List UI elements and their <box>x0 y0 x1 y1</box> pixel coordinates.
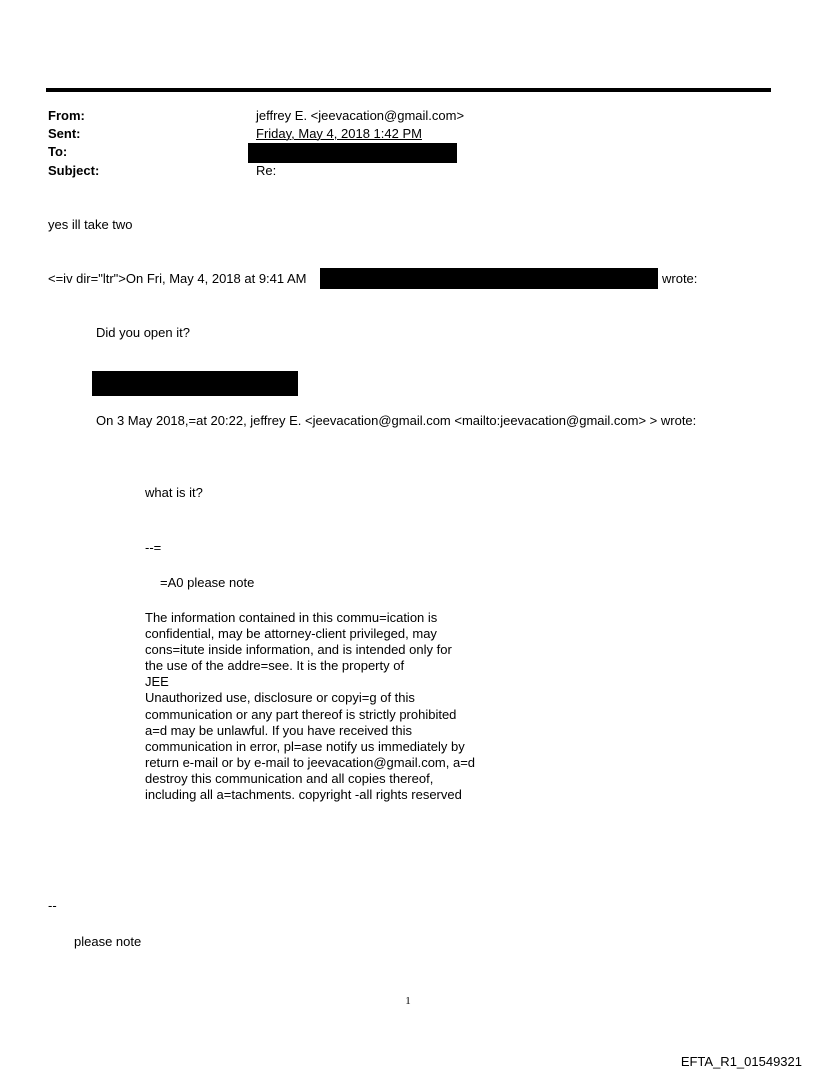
disclaimer-line: a=d may be unlawful. If you have received this <box>145 722 413 738</box>
subject-label: Subject: <box>48 163 100 178</box>
disclaimer-line: Unauthorized use, disclosure or copyi=g of this <box>145 690 415 706</box>
reply-text: yes ill take two <box>48 217 133 232</box>
sender-redaction <box>320 268 658 289</box>
disclaimer-line: return e-mail or by e-mail to jeevacation@gmail.com, a=d <box>145 754 476 770</box>
quote-intro-suffix: wrote: <box>662 271 698 286</box>
disclaimer-line: communication in error, pl=ase notify us immediately by <box>145 738 465 754</box>
to-label: To: <box>48 144 68 159</box>
disclaimer-block <box>145 610 505 803</box>
sent-value: Friday, May 4, 2018 1:42 PM <box>256 126 422 141</box>
quote-intro-prefix: <=iv dir="ltr">On Fri, May 4, 2018 at 9:41 AM <box>48 271 307 286</box>
sent-label: Sent: <box>48 126 81 141</box>
disclaimer-line: cons=itute inside information, and is intended only for <box>145 642 452 658</box>
signature-separator: --= <box>145 540 162 555</box>
header-rule <box>46 88 771 92</box>
subject-value: Re: <box>256 163 277 178</box>
footer-separator: -- <box>48 898 57 913</box>
bates-number: EFTA_R1_01549321 <box>680 1054 802 1069</box>
disclaimer-line: The information contained in this commu=ication is <box>145 610 438 625</box>
footer-note: please note <box>74 934 142 949</box>
signature-redaction <box>92 371 298 396</box>
disclaimer-line: confidential, may be attorney-client privileged, may <box>145 626 437 642</box>
nested-message: what is it? <box>145 485 203 500</box>
disclaimer-line: destroy this communication and all copies thereof, <box>145 770 434 786</box>
disclaimer-line: including all a=tachments. copyright -all rights reserved <box>145 787 462 803</box>
from-label: From: <box>48 108 85 123</box>
page-number: 1 <box>405 995 411 1007</box>
signature-note: =A0 please note <box>160 575 255 590</box>
nested-intro: On 3 May 2018,=at 20:22, jeffrey E. <jeevacation@gmail.com <mailto:jeevacation@gmail.com> > wrote: <box>96 413 697 428</box>
disclaimer-line: communication or any part thereof is strictly prohibited <box>145 706 457 722</box>
from-value: jeffrey E. <jeevacation@gmail.com> <box>256 108 465 123</box>
disclaimer-line: the use of the addre=see. It is the property of <box>145 658 405 674</box>
disclaimer-line: JEE <box>145 674 169 690</box>
to-redaction <box>248 143 457 163</box>
quoted-message: Did you open it? <box>96 325 190 340</box>
